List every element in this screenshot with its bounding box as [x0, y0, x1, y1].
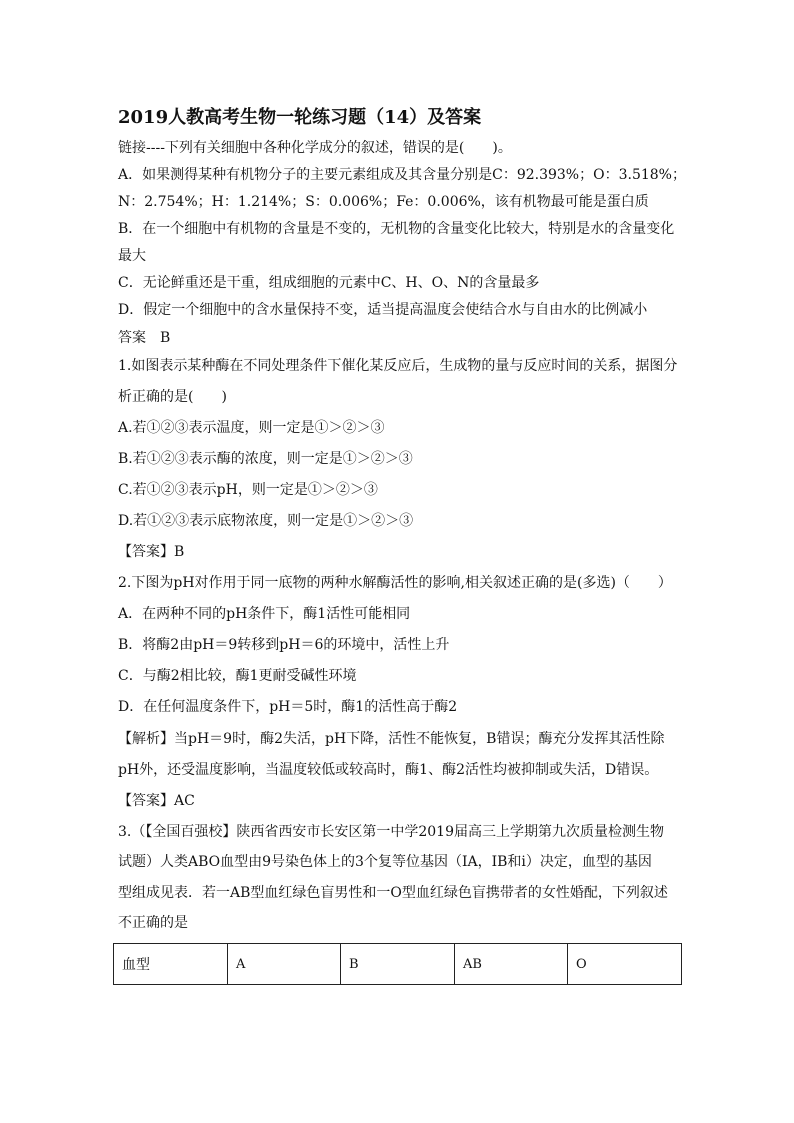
- table-cell-o: O: [568, 944, 682, 985]
- option-b-line1: B．在一个细胞中有机物的含量是不变的，无机物的含量变化比较大，特别是水的含量变化: [118, 221, 675, 237]
- q1-option-a: A.若①②③表示温度，则一定是①＞②＞③: [118, 420, 385, 436]
- q2-option-c: C．与酶2相比较，酶1更耐受碱性环境: [118, 668, 357, 684]
- blood-type-table: [113, 943, 682, 985]
- q3-stem-line4: 不正确的是: [118, 915, 188, 931]
- q1-option-b: B.若①②③表示酶的浓度，则一定是①＞②＞③: [118, 451, 413, 467]
- q1-option-d: D.若①②③表示底物浓度，则一定是①＞②＞③: [118, 513, 414, 529]
- page-title: 2019人教高考生物一轮练习题（14）及答案: [118, 107, 482, 128]
- q1-option-c: C.若①②③表示pH，则一定是①＞②＞③: [118, 482, 378, 498]
- option-b-line2: 最大: [118, 248, 146, 264]
- q2-answer: 【答案】AC: [118, 793, 195, 809]
- q1-stem-line1: 1.如图表示某种酶在不同处理条件下催化某反应后，生成物的量与反应时间的关系，据图分: [118, 358, 678, 374]
- question-intro: 链接----下列有关细胞中各种化学成分的叙述，错误的是( )。: [118, 140, 512, 156]
- q1-stem-line2: 析正确的是( ): [118, 389, 227, 405]
- option-a-line1: A．如果测得某种有机物分子的主要元素组成及其含量分别是C：92.393%；O：3.518%；: [118, 167, 686, 183]
- table-row: [114, 944, 682, 985]
- option-c: C．无论鲜重还是干重，组成细胞的元素中C、H、O、N的含量最多: [118, 275, 540, 291]
- q2-analysis-line2: pH外，还受温度影响，当温度较低或较高时，酶1、酶2活性均被抑制或失活，D错误。: [118, 762, 659, 778]
- q2-option-b: B．将酶2由pH＝9转移到pH＝6的环境中，活性上升: [118, 637, 450, 653]
- q2-analysis-line1: 【解析】当pH＝9时，酶2失活，pH下降，活性不能恢复，B错误；酶充分发挥其活性除: [118, 731, 665, 747]
- table-cell-ab: AB: [455, 944, 568, 985]
- q2-option-d: D．在任何温度条件下，pH＝5时，酶1的活性高于酶2: [118, 699, 458, 715]
- table-cell-b: B: [341, 944, 455, 985]
- q2-stem: 2.下图为pH对作用于同一底物的两种水解酶活性的影响,相关叙述正确的是(多选)（ ）: [118, 575, 672, 591]
- q3-stem-line2: 试题）人类ABO血型由9号染色体上的3个复等位基因（IA，IB和i）决定，血型的基因: [118, 854, 652, 870]
- answer-1: 答案 B: [118, 330, 171, 346]
- q2-option-a: A．在两种不同的pH条件下，酶1活性可能相同: [118, 606, 411, 622]
- option-d: D．假定一个细胞中的含水量保持不变，适当提高温度会使结合水与自由水的比例减小: [118, 302, 648, 318]
- q3-stem-line1: 3.（【全国百强校】陕西省西安市长安区第一中学2019届高三上学期第九次质量检测生物: [118, 824, 664, 840]
- option-a-line2: N：2.754%；H：1.214%；S：0.006%；Fe：0.006%，该有机物最可能是蛋白质: [118, 194, 649, 210]
- q3-stem-line3: 型组成见表．若一AB型血红绿色盲男性和一O型血红绿色盲携带者的女性婚配，下列叙述: [118, 885, 668, 901]
- q1-answer: 【答案】B: [118, 544, 185, 560]
- table-cell-blood-type: 血型: [114, 944, 228, 985]
- table-cell-a: A: [228, 944, 341, 985]
